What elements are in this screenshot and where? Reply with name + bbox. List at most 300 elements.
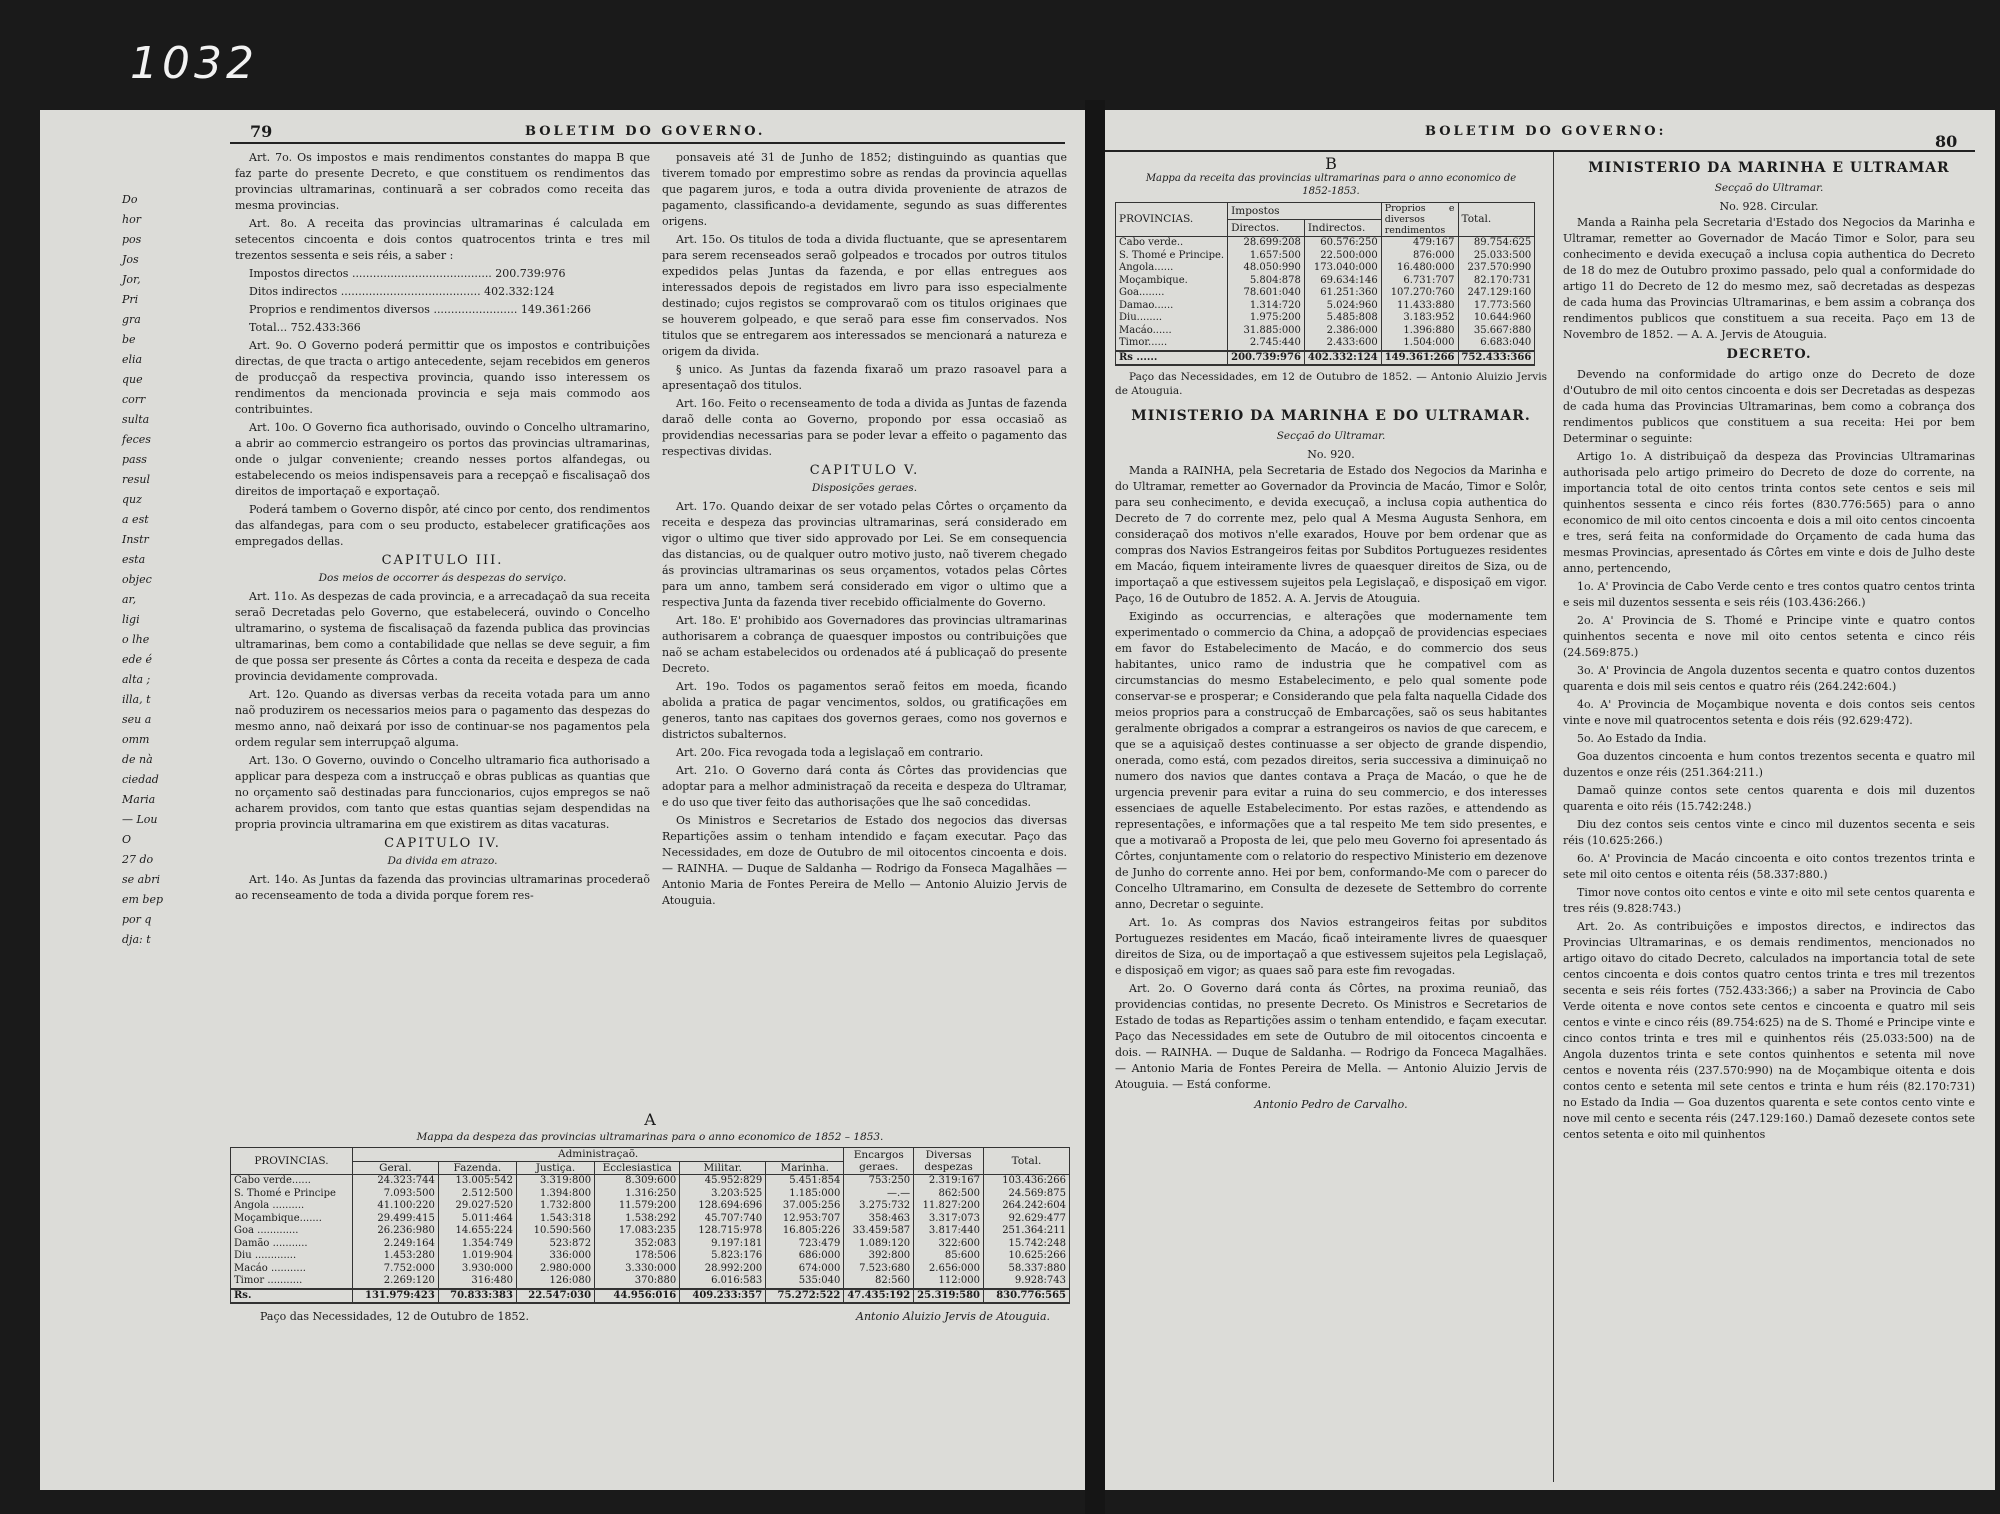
table-row [231,1263,1070,1276]
right-right-text [1563,367,1975,1143]
map-a-footer [230,1310,1070,1332]
margin-fragment: 27 do [122,853,154,866]
value-cell: 1.543:318 [516,1213,594,1226]
map-a-head-justica: Justiça. [516,1161,594,1175]
province-cell: Moçambique. [1116,275,1228,288]
map-a-footer-left: Paço das Necessidades, 12 de Outubro de 1852. [260,1310,529,1323]
value-cell: 264.242:604 [984,1200,1070,1213]
value-cell: 35.667:880 [1458,325,1535,338]
value-cell: 1.089:120 [844,1238,914,1251]
value-cell: 41.100:220 [352,1200,438,1213]
table-row [1116,300,1535,313]
value-cell: 60.576:250 [1304,237,1381,250]
right-left-text [1115,463,1547,1093]
value-cell: 723:479 [766,1238,844,1251]
paragraph: 3o. A' Provincia de Angola duzentos secenta e quatro contos duzentos quarenta e dois mil seis centos e quatro réis (264.242:604.) [1563,664,1975,693]
margin-fragment: Do [122,193,138,206]
value-cell: 370:880 [595,1275,680,1289]
header-rule [230,142,1065,144]
value-cell: 10.644:960 [1458,312,1535,325]
value-cell: 3.930:000 [438,1263,516,1276]
value-cell: 5.823:176 [680,1250,766,1263]
map-a-title: Mappa da despeza das provincias ultramarinas para o anno economico de 1852 – 1853. [416,1131,884,1143]
value-cell: 10.590:560 [516,1225,594,1238]
map-a-head-total: Total. [984,1148,1070,1175]
value-cell: 237.570:990 [1458,262,1535,275]
paragraph: Art. 9o. O Governo poderá permittir que os impostos e contribuições directas, de que tracta o artigo antecedente, sejam recebidos em generos de producçaõ da respectiva provincia, quando isso interessem os rendimentos da mencionada provincia e seja mais commodo aos contribuintes. [235,339,650,416]
value-cell: 33.459:587 [844,1225,914,1238]
margin-fragment: ligi [122,613,140,626]
margin-fragment: alta ; [122,673,151,686]
value-cell: 112:000 [914,1275,984,1289]
value-cell: 89.754:625 [1458,237,1535,250]
value-cell: 24.323:744 [352,1175,438,1188]
value-cell: 535:040 [766,1275,844,1289]
table-row [231,1250,1070,1263]
value-cell: 523:872 [516,1238,594,1251]
value-cell: 674:000 [766,1263,844,1276]
value-cell: 12.953:707 [766,1213,844,1226]
value-cell: 25.033:500 [1458,250,1535,263]
map-a-head-ecclesiastica: Ecclesiastica [595,1161,680,1175]
map-a-head-marinha: Marinha. [766,1161,844,1175]
value-cell: 7.523:680 [844,1263,914,1276]
map-b-head-proprios: Proprios e diversos rendimentos [1381,203,1458,237]
number-left: No. 920. [1307,448,1355,461]
paragraph: 1o. A' Provincia de Cabo Verde cento e tres contos quatro centos trinta e seis mil duzentos sessenta e seis réis (103.436:266.) [1563,580,1975,609]
value-cell: 173.040:000 [1304,262,1381,275]
value-cell: 1.975:200 [1228,312,1305,325]
value-cell: 2.656:000 [914,1263,984,1276]
margin-fragment: resul [122,473,151,486]
value-cell: 45.707:740 [680,1213,766,1226]
value-cell: 3.330:000 [595,1263,680,1276]
paragraph: 4o. A' Provincia de Moçambique noventa e dois contos seis centos vinte e nove mil quatrocentos setenta e dois réis (92.629:472). [1563,698,1975,727]
margin-fragment: Jos [122,253,139,266]
paragraph: Proprios e rendimentos diversos ........................ 149.361:266 [249,303,592,316]
margin-fragment: pass [122,453,147,466]
value-cell: 178:506 [595,1250,680,1263]
paragraph: Art. 20o. Fica revogada toda a legislaçaõ em contrario. [676,746,984,759]
value-cell: 352:083 [595,1238,680,1251]
cap4-title: CAPITULO IV. [384,836,501,851]
section-left: Secçaõ do Ultramar. [1276,430,1386,442]
paragraph: Art. 10o. O Governo fica authorisado, ouvindo o Concelho ultramarino, a abrir ao commercio estrangeiro os portos das provincias ultramarinas, onde o julgar conveniente; creando nesses portos alfandegas, ou estabelecendo os meios indispensaveis para a recepçaõ e fiscalisaçaõ dos direitos de importaçaõ e exportaçaõ. [235,421,650,498]
paragraph: Exigindo as occurrencias, e alterações que modernamente tem experimentado o commercio da China, a adopçaõ de providencias especiaes em favor do Estabelecimento de Macáo, e do commercio dos seus habitantes, unico ramo de industria que he compativel com as circumstancias do mesmo Estabelecimento, e pelo qual somente pode conservar-se e prosperar; e Considerando que pela falta naquella Cidade dos meios proprios para a construcçaõ de Embarcações, saõ os seus habitantes geralmente obrigados a comprar a estrangeiros os navios de que carecem, e que se a aquisiçaõ destes continuasse a ser objecto de grande dispendio, onerada, como está, com pezados direitos, seria successiva a diminuiçaõ no numero dos navios que dantes contava a Praça de Macáo, o que he de urgencia prevenir para evitar a ruina do seu commercio, e dos interesses essenciaes de aquelle Estabelecimento. Por estas razões, e attendendo as representações, e informações que a tal respeito Me tem sido presentes, e que a motivaraõ a Proposta de lei, que pelo meu Governo foi apresentado ás Côrtes, conjuntamente com o relatorio do respectivo Ministerio em dezenove de Junho do corrente anno. Hei por bem, conformando-Me com o parecer do Concelho Ultramarino, em Consulta de dezesete de Settembro do corrente anno, Decretar o seguinte. [1115,610,1547,911]
map-a-head-militar: Militar. [680,1161,766,1175]
value-cell: 3.183:952 [1381,312,1458,325]
total-cell: 22.547:030 [516,1289,594,1304]
right-page-header: BOLETIM DO GOVERNO: [1425,124,1667,139]
paragraph: Ditos indirectos ........................................ 402.332:124 [249,285,555,298]
value-cell: 3.275:732 [844,1200,914,1213]
margin-fragment: objec [122,573,152,586]
margin-fragment: em bep [122,893,164,906]
margin-fragment: omm [122,733,150,746]
map-a-footer-right: Antonio Aluizio Jervis de Atouguia. [856,1310,1050,1323]
value-cell: 876:000 [1381,250,1458,263]
value-cell: 61.251:360 [1304,287,1381,300]
value-cell: 251.364:211 [984,1225,1070,1238]
paragraph: Art. 19o. Todos os pagamentos seraõ feitos em moeda, ficando abolida a pratica de pagar vencimentos, soldos, ou gratificações em generos, tanto nas capitaes dos governos geraes, como nos governos e districtos subalternos. [662,680,1067,741]
value-cell: 5.011:464 [438,1213,516,1226]
paragraph: Art. 18o. E' prohibido aos Governadores das provincias ultramarinas authorisarem a cobrança de quaesquer impostos ou contribuições que naõ se acham estabelecidos ou ordenados até á publicaçaõ do presente Decreto. [662,614,1067,675]
table-row [231,1275,1070,1289]
value-cell: 316:480 [438,1275,516,1289]
table-row [1116,237,1535,250]
value-cell: 5.485:808 [1304,312,1381,325]
province-cell: Moçambique....... [231,1213,353,1226]
value-cell: 29.499:415 [352,1213,438,1226]
cap5-title: CAPITULO V. [809,463,920,478]
total-row [231,1289,1070,1304]
margin-fragment: ede é [122,653,153,666]
margin-fragment: se abri [122,873,161,886]
value-cell: 1.354:749 [438,1238,516,1251]
ministry-title-right: MINISTERIO DA MARINHA E ULTRAMAR [1588,160,1950,176]
col1b-text [235,589,650,833]
paragraph: Artigo 1o. A distribuiçaõ da despeza das Provincias Ultramarinas authorisada pelo artigo primeiro do Decreto de doze do corrente, na importancia total de oito centos trinta contos sete centos e seis mil quinhentos sessenta e cinco réis fortes (830.776:565) para o anno economico de mil oito centos cincoenta e dois a mil oito centos cincoenta e tres, será feita na conformidade do Orçamento de cada huma das mesmas Provincias, apresentado ás Côrtes em vinte e dois de Julho deste anno, pertencendo, [1563,450,1975,575]
value-cell: 24.569:875 [984,1188,1070,1201]
paragraph: Art. 2o. As contribuições e impostos directos, e indirectos das Provincias Ultramarinas, e os demais rendimentos, mencionados no artigo oitavo do citado Decreto, calculados na importancia total de sete centos cincoenta e dois contos quatro centos trinta e tres mil trezentos secenta e seis réis fortes (752.433:366;) a saber na Provincia de Cabo Verde oitenta e nove contos sete centos e cincoenta e quatro mil seis centos e vinte e cinco réis (89.754:625) na de S. Thomé e Principe vinte e cinco contos trinta e tres mil e quinhentos réis (25.033:500) na de Angola duzentos trinta e sete contos quinhentos e setenta mil nove centos e noventa réis (237.570:990) na de Moçambique oitenta e dois contos cento e setenta mil sete centos e trinta e hum réis (82.170:731) no Estado da India — Goa duzentos quarenta e sete contos cento vinte e nove mil cento e secenta réis (247.129:160.) Damaõ dezesete contos sete centos setenta e oito mil quinhentos [1563,920,1975,1141]
paragraph: Diu dez contos seis centos vinte e cinco mil duzentos secenta e seis réis (10.625:266.) [1563,818,1975,847]
value-cell: 29.027:520 [438,1200,516,1213]
total-cell: 752.433:366 [1458,351,1535,366]
value-cell: 1.185:000 [766,1188,844,1201]
margin-fragment: de nà [122,753,153,766]
table-row [1116,325,1535,338]
value-cell: 17.773:560 [1458,300,1535,313]
header-rule-right [1105,150,1975,152]
value-cell: 126:080 [516,1275,594,1289]
left-column-2 [662,150,1067,911]
total-cell: 200.739:976 [1228,351,1305,366]
value-cell: 1.538:292 [595,1213,680,1226]
paragraph: 2o. A' Provincia de S. Thomé e Principe vinte e quatro contos quinhentos secenta e nove mil oito centos setenta e cinco réis (24.569:875.) [1563,614,1975,659]
map-a [230,1110,1070,1332]
total-cell: 75.272:522 [766,1289,844,1304]
table-row [1116,250,1535,263]
value-cell: 336:000 [516,1250,594,1263]
value-cell: 6.016:583 [680,1275,766,1289]
cap3-subtitle: Dos meios de occorrer ás despezas do serviço. [318,572,567,584]
map-b-head-impostos: Impostos [1228,203,1382,220]
value-cell: 17.083:235 [595,1225,680,1238]
value-cell: 2.386:000 [1304,325,1381,338]
value-cell: 1.453:280 [352,1250,438,1263]
paragraph: 5o. Ao Estado da India. [1577,732,1707,745]
value-cell: 753:250 [844,1175,914,1188]
margin-fragment: pos [122,233,142,246]
value-cell: 11.433:880 [1381,300,1458,313]
margin-fragment: dja: t [122,933,151,946]
value-cell: 128.715:978 [680,1225,766,1238]
paragraph: Art. 15o. Os titulos de toda a divida fluctuante, que se apresentarem para serem recenseados seraõ golpeados e trocados por outros titulos expedidos pelas Juntas da fazenda, e por ellas entregues aos interessados depois de registados em livro para isso especialmente destinado; cujos registos se comprovaraõ com os titulos originaes que se houverem golpeado, e que seraõ para esse fim conservados. Nos titulos que se entregarem aos interessados se mencionará a natureza e origem da divida. [662,233,1067,358]
value-cell: 3.817:440 [914,1225,984,1238]
province-cell: Angola .......... [231,1200,353,1213]
value-cell: 247.129:160 [1458,287,1535,300]
value-cell: 82:560 [844,1275,914,1289]
value-cell: 28.699:208 [1228,237,1305,250]
table-row [1116,312,1535,325]
value-cell: 5.451:854 [766,1175,844,1188]
table-row [231,1188,1070,1201]
table-row [231,1175,1070,1188]
value-cell: 128.694:696 [680,1200,766,1213]
margin-fragment: quz [122,493,142,506]
left-column-1 [235,150,650,906]
value-cell: 7.093:500 [352,1188,438,1201]
value-cell: 69.634:146 [1304,275,1381,288]
value-cell: 11.827:200 [914,1200,984,1213]
paragraph: Art. 17o. Quando deixar de ser votado pelas Côrtes o orçamento da receita e despeza das provincias ultramarinas, será considerado em vigor o ultimo que tiver sido approvado por Lei. Se em consequencia das distancias, ou de qualquer outro motivo justo, naõ tiverem chegado ás provincias ultramarinas os seus orçamentos, votados pelas Côrtes para um anno, tambem será considerado em vigor o ultimo que a respectiva Junta da fazenda tiver recebido officialmente do Governo. [662,500,1067,609]
paragraph: Art. 1o. As compras dos Navios estrangeiros feitas por subditos Portuguezes residentes em Macáo, ficaõ inteiramente livres de quaesquer direitos de Siza, ou de importaçaõ a que estivessem sujeitos pela Legislaçaõ, e disposiçaõ em vigor; as quaes saõ para este fim revogadas. [1115,916,1547,977]
table-row [1116,262,1535,275]
value-cell: 1.504:000 [1381,337,1458,351]
page-gutter [1085,100,1105,1514]
value-cell: 5.024:960 [1304,300,1381,313]
value-cell: 28.992:200 [680,1263,766,1276]
map-b-head-provincias: PROVINCIAS. [1116,203,1228,237]
cap5-subtitle: Disposições geraes. [811,482,918,494]
value-cell: 3.319:800 [516,1175,594,1188]
table-row [1116,337,1535,351]
total-cell: 70.833:383 [438,1289,516,1304]
map-b-letter: B [1325,154,1337,173]
map-b-head-directos: Directos. [1228,220,1305,237]
paragraph: Art. 7o. Os impostos e mais rendimentos constantes do mappa B que faz parte do presente Decreto, e que constituem os rendimentos das provincias ultramarinas, continuarã a ser cobrados como receita das mesma provincias. [235,151,650,212]
value-cell: 6.731:707 [1381,275,1458,288]
province-cell: S. Thomé e Principe. [1116,250,1228,263]
province-cell: Damão ........... [231,1238,353,1251]
total-cell: 25.319:580 [914,1289,984,1304]
province-cell: Macáo...... [1116,325,1228,338]
total-cell: 830.776:565 [984,1289,1070,1304]
margin-fragment: que [122,373,143,386]
value-cell: 22.500:000 [1304,250,1381,263]
value-cell: 392:800 [844,1250,914,1263]
cap3-title: CAPITULO III. [381,553,504,568]
paragraph: Impostos directos ........................................ 200.739:976 [249,267,566,280]
paragraph: Goa duzentos cincoenta e hum contos trezentos secenta e quatro mil duzentos e onze réis (251.364:211.) [1563,750,1975,779]
value-cell: 1.396:880 [1381,325,1458,338]
right-column-right [1563,156,1975,1145]
archive-stamp: 1032 [130,38,258,89]
map-a-head-geral: Geral. [352,1161,438,1175]
value-cell: 58.337:880 [984,1263,1070,1276]
number-right: No. 928. Circular. [1719,200,1819,213]
margin-fragment: Pri [122,293,139,306]
value-cell: 16.480:000 [1381,262,1458,275]
value-cell: 26.236:980 [352,1225,438,1238]
value-cell: 9.197:181 [680,1238,766,1251]
value-cell: 7.752:000 [352,1263,438,1276]
map-b-head-total: Total. [1458,203,1535,237]
value-cell: 2.745:440 [1228,337,1305,351]
value-cell: 37.005:256 [766,1200,844,1213]
table-row [1116,287,1535,300]
value-cell: 1.314:720 [1228,300,1305,313]
value-cell: 1.019:904 [438,1250,516,1263]
map-a-head-provincias: PROVINCIAS. [231,1148,353,1175]
value-cell: 1.732:800 [516,1200,594,1213]
total-cell: 44.956:016 [595,1289,680,1304]
total-cell: 402.332:124 [1304,351,1381,366]
table-row [231,1213,1070,1226]
value-cell: —.— [844,1188,914,1201]
value-cell: 2.249:164 [352,1238,438,1251]
paragraph: Art. 2o. O Governo dará conta ás Côrtes, na proxima reuniaõ, das providencias contidas, no presente Decreto. Os Ministros e Secretarios de Estado de todas as Repartições assim o tenham entendido, e façam executar. Paço das Necessidades em sete de Outubro de mil oitocentos cincoenta e dois. — RAINHA. — Duque de Saldanha. — Rodrigo da Fonceca Magalhães. — Antonio Maria de Fontes Pereira de Mella. — Antonio Aluizio Jervis de Atouguia. — Está conforme. [1115,982,1547,1091]
paragraph: Damaõ quinze contos sete centos quarenta e dois mil duzentos quarenta e oito réis (15.742:248.) [1563,784,1975,813]
total-label: Rs ...... [1116,351,1228,366]
province-cell: Damao...... [1116,300,1228,313]
margin-fragment: elia [122,353,143,366]
margin-fragment: Maria [122,793,156,806]
province-cell: Diu........ [1116,312,1228,325]
map-b-title: Mappa da receita das provincias ultramarinas para o anno economico de 1852-1853. [1145,173,1517,197]
value-cell: 1.316:250 [595,1188,680,1201]
value-cell: 322:600 [914,1238,984,1251]
margin-fragment: corr [122,393,146,406]
paragraph: Total... 752.433:366 [249,321,361,334]
paragraph: Art. 11o. As despezas de cada provincia, e a arrecadaçaõ da sua receita seraõ Decretadas pelo Governo, que estabelecerá, ouvindo o Concelho ultramarino, o systema de fiscalisaçaõ da fazenda publica das provincias ultramarinas, bem como a contabilidade que nellas se deve seguir, a fim de que possa ser presente ás Côrtes a conta da receita e despeza de cada provincia devidamente comprovada. [235,590,650,683]
paragraph: Art. 12o. Quando as diversas verbas da receita votada para um anno naõ produzirem os necessarios meios para o pagamento das despezas do mesmo anno, naõ deixará por isso de continuar-se nos pagamentos pela ordem regular sem interrupçaõ alguma. [235,688,650,749]
table-row [231,1200,1070,1213]
total-label: Rs. [231,1289,353,1304]
paragraph: Art. 13o. O Governo, ouvindo o Concelho ultramario fica authorisado a applicar para despeza com a instrucçaõ e obras publicas as quantias que no orçamento saõ destinadas para funccionarios, cujos empregos se naõ acharem providos, com tanto que estas quantias sejam despendidas na propria provincia ultramarina em que existirem as ditas vacaturas. [235,754,650,831]
margin-fragment: hor [122,213,141,226]
table-row [231,1238,1070,1251]
province-cell: Timor ........... [231,1275,353,1289]
paragraph: Art. 8o. A receita das provincias ultramarinas é calculada em setecentos cincoenta e dois contos quatrocentos trinta e tres mil trezentos sessenta e seis réis, a saber : [235,217,650,262]
margin-fragment: sulta [122,413,150,426]
value-cell: 16.805:226 [766,1225,844,1238]
value-cell: 82.170:731 [1458,275,1535,288]
map-b-footer: Paço das Necessidades, em 12 de Outubro de 1852. — Antonio Aluizio Jervis de Atouguia. [1115,371,1547,397]
paragraph: § unico. As Juntas da fazenda fixaraõ um prazo rasoavel para a apresentaçaõ dos titulos. [662,363,1067,392]
map-b-head-indirectos: Indirectos. [1304,220,1381,237]
section-right: Secçaõ do Ultramar. [1714,182,1824,194]
value-cell: 13.005:542 [438,1175,516,1188]
paragraph: Timor nove contos oito centos e vinte e oito mil sete centos quarenta e tres réis (9.828:743.) [1563,886,1975,915]
paragraph: Devendo na conformidade do artigo onze do Decreto de doze d'Outubro de mil oito centos cincoenta e dois ser Decretadas as despezas de cada huma das Provincias Ultramarinas, bem como a cobrança dos rendimentos publicos que constituem a sua receita: Hei por bem Determinar o seguinte: [1563,368,1975,445]
value-cell: 479:167 [1381,237,1458,250]
margin-fragment: feces [122,433,151,446]
ministry-title-left: MINISTERIO DA MARINHA E DO ULTRAMAR. [1131,408,1531,424]
map-a-head-encargos: Encargos geraes. [844,1148,914,1175]
value-cell: 78.601:040 [1228,287,1305,300]
total-cell: 47.435:192 [844,1289,914,1304]
page-number-left: 79 [250,122,273,141]
paragraph: Art. 21o. O Governo dará conta ás Côrtes das providencias que adoptar para a melhor administraçaõ da receita e despeza do Ultramar, e do uso que tiver feito das authorisações que lhe saõ concedidas. [662,764,1067,809]
paragraph: Art. 16o. Feito o recenseamento de toda a divida as Juntas de fazenda daraõ delle conta ao Governo, propondo por essa occasiaõ as providendias necessarias para se poder levar a effeito o pagamento das respectivas dividas. [662,397,1067,458]
value-cell: 5.804:878 [1228,275,1305,288]
column-divider [1553,152,1554,1482]
value-cell: 6.683:040 [1458,337,1535,351]
value-cell: 92.629:477 [984,1213,1070,1226]
province-cell: Macáo ........... [231,1263,353,1276]
province-cell: Diu ............. [231,1250,353,1263]
margin-fragment: illa, t [122,693,151,706]
province-cell: Angola...... [1116,262,1228,275]
map-b-table [1115,202,1535,366]
province-cell: Goa........ [1116,287,1228,300]
value-cell: 103.436:266 [984,1175,1070,1188]
map-a-head-group: Administraçaõ. [352,1148,843,1162]
cap4-subtitle: Da divida em atrazo. [387,855,498,867]
col1-text [235,150,650,550]
col1c-text [235,872,650,904]
margin-fragment: por q [122,913,152,926]
margin-fragment: gra [122,313,141,326]
table-row [1116,275,1535,288]
margin-fragment: O [122,833,132,846]
table-row [231,1225,1070,1238]
value-cell: 2.269:120 [352,1275,438,1289]
value-cell: 2.433:600 [1304,337,1381,351]
col2b-text [662,499,1067,909]
margin-fragment: Jor, [122,273,141,286]
map-a-head-diversas: Diversas despezas [914,1148,984,1175]
map-a-table [230,1147,1070,1304]
value-cell: 9.928:743 [984,1275,1070,1289]
value-cell: 48.050:990 [1228,262,1305,275]
col2-text [662,150,1067,460]
value-cell: 358:463 [844,1213,914,1226]
margin-fragment: be [122,333,136,346]
value-cell: 8.309:600 [595,1175,680,1188]
total-row [1116,351,1535,366]
value-cell: 10.625:266 [984,1250,1070,1263]
margin-fragments [40,190,190,1340]
value-cell: 31.885:000 [1228,325,1305,338]
map-a-head-fazenda: Fazenda. [438,1161,516,1175]
province-cell: Cabo verde.. [1116,237,1228,250]
total-cell: 409.233:357 [680,1289,766,1304]
page-number-right: 80 [1935,132,1958,151]
province-cell: Goa ............. [231,1225,353,1238]
right-column-left [1115,156,1547,1113]
paragraph: ponsaveis até 31 de Junho de 1852; distinguindo as quantias que tiverem tomado por emprestimo sobre as rendas da provincia aquellas que pagarem juros, e toda a outra divida proveniente de atrazos de pagamento, classificando-a devidamente, segundo as suas differentes origens. [662,151,1067,228]
value-cell: 1.657:500 [1228,250,1305,263]
paragraph: 6o. A' Provincia de Macáo cincoenta e oito contos trezentos trinta e sete mil oito centos e oitenta réis (58.337:880.) [1563,852,1975,881]
province-cell: S. Thomé e Principe [231,1188,353,1201]
value-cell: 14.655:224 [438,1225,516,1238]
value-cell: 85:600 [914,1250,984,1263]
margin-fragment: o lhe [122,633,150,646]
circular-intro: Manda a Rainha pela Secretaria d'Estado dos Negocios da Marinha e Ultramar, remetter ao Governador de Macáo Timor e Solor, para seu conhecimento e devida execuçaõ a inclusa copia authentica do Decreto de 18 do mez de Outubro proximo passado, pelo qual a conformidade do artigo 11 do Decreto de 12 do mesmo mez, saõ decretadas as despezas de cada huma das Provincias Ultramarinas, e bem assim a cobrança dos rendimentos publicos que constituem a sua receita. Paço em 13 de Novembro de 1852. — A. A. Jervis de Atouguia. [1563,216,1975,341]
value-cell: 15.742:248 [984,1238,1070,1251]
margin-fragment: esta [122,553,146,566]
paragraph: Art. 14o. As Juntas da fazenda das provincias ultramarinas procederaõ ao recenseamento de toda a divida porque forem res- [235,873,650,902]
map-a-letter: A [644,1110,656,1129]
value-cell: 2.512:500 [438,1188,516,1201]
value-cell: 862:500 [914,1188,984,1201]
province-cell: Timor...... [1116,337,1228,351]
value-cell: 2.319:167 [914,1175,984,1188]
value-cell: 45.952:829 [680,1175,766,1188]
margin-fragment: — Lou [122,813,158,826]
value-cell: 686:000 [766,1250,844,1263]
province-cell: Cabo verde...... [231,1175,353,1188]
margin-fragment: Instr [122,533,149,546]
value-cell: 107.270:760 [1381,287,1458,300]
value-cell: 11.579:200 [595,1200,680,1213]
margin-fragment: ar, [122,593,137,606]
total-cell: 131.979:423 [352,1289,438,1304]
paragraph: Poderá tambem o Governo dispôr, até cinco por cento, dos rendimentos das alfandegas, para com o seu producto, estabelecer gratificações aos empregados dellas. [235,503,650,548]
value-cell: 1.394:800 [516,1188,594,1201]
